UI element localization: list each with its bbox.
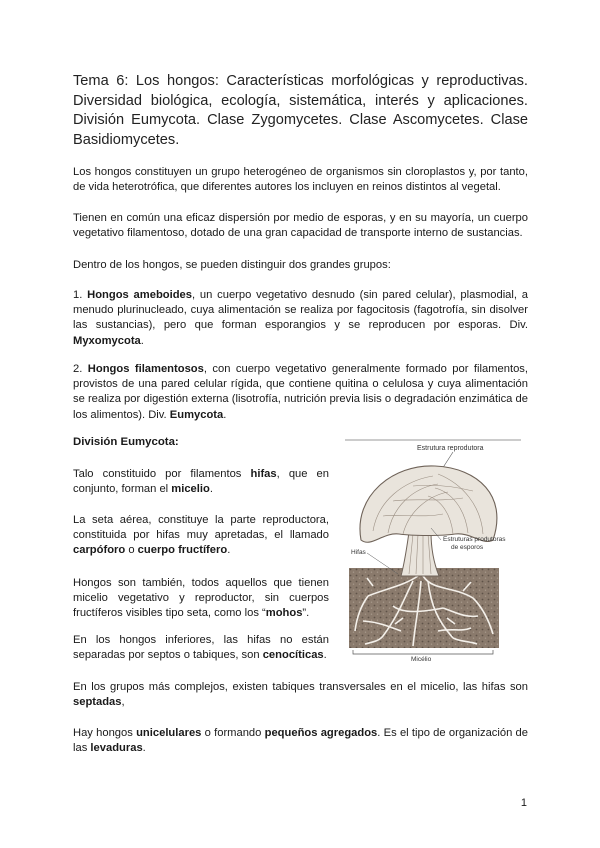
term-hongos-filamentosos: Hongos filamentosos — [87, 363, 204, 375]
mushroom-illustration — [343, 436, 523, 661]
group-text: , un cuerpo vegetativo desnudo (sin pared celular), plasmodial, a menudo plurinucleado, cuya alimentación se realiza por fagocitosis (fagotrofía, sin disolver las sustancias), pero que forman esporangios y se reproducen por esporas. Div. — [73, 289, 528, 332]
punct: . — [142, 742, 146, 755]
page-number: 1 — [520, 797, 527, 809]
division-eumycota: Eumycota — [169, 408, 224, 421]
punct: . — [140, 334, 144, 347]
eumycota-paragraph-2 — [73, 513, 329, 559]
eumycota-paragraph-5 — [73, 680, 528, 710]
label-de-esporos: de esporos — [451, 544, 484, 551]
eumycota-paragraph-4 — [73, 633, 329, 663]
term-hongos-ameboides: Hongos ameboides — [87, 289, 193, 301]
term-carpoforo: carpóforo — [73, 544, 126, 557]
group-number: 1. — [73, 289, 83, 301]
label-estruturas-produtoras: Estruturas produtoras — [443, 536, 506, 543]
term-micelio: micelio — [171, 483, 210, 496]
punct: ”. — [302, 607, 310, 620]
intro-paragraph-1: Los hongos constituyen un grupo heterogéneo de organismos sin cloroplastos y, por tanto, de vida heterotrófica, que diferentes autores los incluyen en reinos distintos al vegetal. — [73, 166, 528, 194]
term-levaduras: levaduras — [90, 742, 143, 755]
mushroom-cap — [360, 466, 497, 542]
label-estrutura-reprodutora: Estrutura reprodutora — [417, 445, 484, 452]
eumycota-paragraph-6 — [73, 726, 528, 756]
eumycota-paragraph-3 — [73, 576, 329, 622]
group-ameboides-paragraph — [73, 288, 528, 349]
mycelium-bracket — [353, 650, 493, 654]
text: . Es el tipo de organización de las — [73, 727, 529, 755]
punct: . — [323, 649, 327, 662]
term-mohos: mohos — [265, 607, 303, 620]
term-pequenos-agregados: pequeños agregados — [264, 727, 378, 739]
text: Hongos son también, todos aquellos que tienen micelio vegetativo y reproductor, sin cuerpos fructíferos visibles tipo seta, como los “ — [73, 577, 329, 620]
group-number: 2. — [73, 363, 83, 375]
term-septadas: septadas — [73, 696, 122, 709]
eumycota-paragraph-1 — [73, 467, 329, 497]
soil-texture — [349, 568, 499, 648]
punct: . — [209, 483, 213, 496]
text: , que en conjunto, forman el — [73, 468, 330, 496]
intro-paragraph-2: Tienen en común una eficaz dispersión por medio de esporas, y en su mayoría, un cuerpo vegetativo filamentoso, dotado de una gran capacidad de transporte interno de sustancias. — [73, 212, 528, 240]
label-hifas: Hifas — [351, 549, 366, 556]
mushroom-stipe — [401, 532, 439, 576]
text: En los grupos más complejos, existen tabiques transversales en el micelio, las hifas son — [73, 681, 528, 693]
punct: . — [223, 408, 227, 421]
punct: . — [227, 544, 231, 557]
text: o — [128, 544, 135, 557]
section-heading: División Eumycota: — [73, 436, 179, 448]
term-unicelulares: unicelulares — [136, 727, 202, 739]
intro-paragraph-3: Dentro de los hongos, se pueden distinguir dos grandes grupos: — [73, 259, 391, 271]
text: En los hongos inferiores, las hifas no están separadas por septos o tabiques, son — [73, 634, 329, 662]
term-hifas: hifas — [250, 468, 277, 480]
text: Talo constituido por filamentos — [73, 468, 242, 480]
label-micelio: Micélio — [411, 656, 432, 661]
division-myxomycota: Myxomycota — [73, 334, 141, 347]
punct: , — [121, 696, 125, 709]
text: La seta aérea, constituye la parte reproductora, constituida por hifas muy apretadas, el llamado — [73, 514, 329, 542]
term-cenociticas: cenocíticas — [262, 649, 324, 662]
group-text: , con cuerpo vegetativo generalmente formado por filamentos, provistos de una pared celular rígida, que contiene quitina o celulosa y cuya alimentación se realiza por digestión externa (lisotrofía, nutrición previa lisis o degradación enzimática de los alimentos). Div. — [73, 363, 528, 421]
term-cuerpo-fructifero: cuerpo fructífero — [137, 544, 228, 557]
document-title: Tema 6: Los hongos: Características morfológicas y reproductivas. Diversidad biológica, ecología, sistemática, interés y aplicaciones. División Eumycota. Clase Zygomycetes. Clase Ascomycetes. Clase Basidiomycetes. — [73, 73, 528, 148]
text: Hay hongos — [73, 727, 133, 739]
text: o formando — [204, 727, 262, 739]
group-filamentosos-paragraph — [73, 362, 528, 423]
